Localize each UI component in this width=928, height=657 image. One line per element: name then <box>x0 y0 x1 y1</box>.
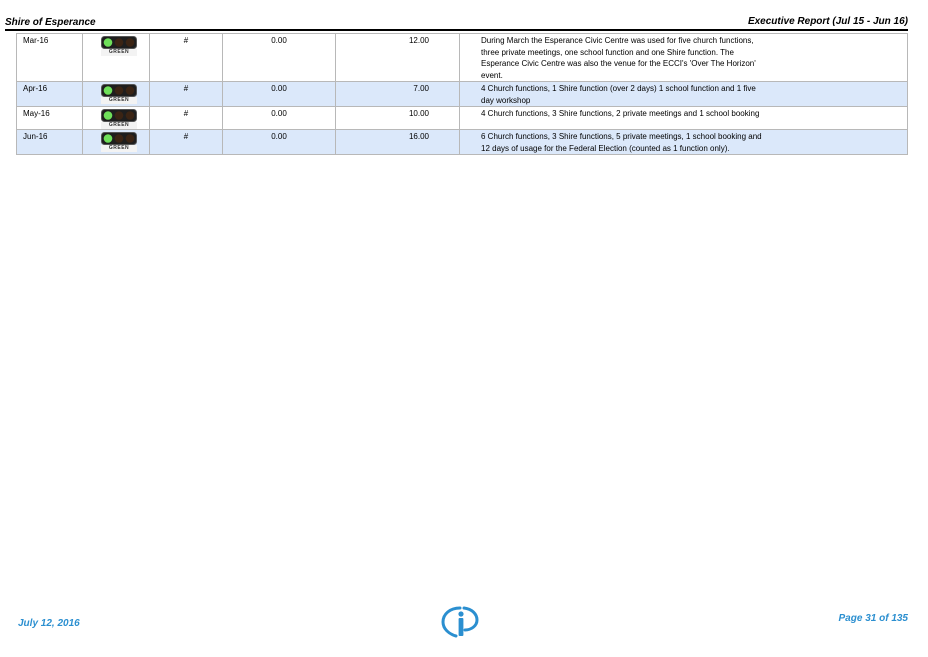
table-row <box>17 107 908 130</box>
comment-text: 4 Church functions, 3 Shire functions, 2 private meetings and 1 school booking <box>481 109 760 118</box>
period-cell: Jun-16 <box>17 130 83 155</box>
traffic-light-label: GREEN <box>101 49 137 56</box>
comment-text: During March the Esperance Civic Centre was used for five church functions, three private meetings, one school function and one Shire function. The Esperance Civic Centre was also the venue for the ECCI's 'Over The Horizon' event. <box>481 36 756 80</box>
traffic-light-green-icon <box>101 84 137 104</box>
comment-cell <box>460 107 908 130</box>
footer-date: July 12, 2016 <box>18 618 80 629</box>
hash-cell: # <box>150 107 223 130</box>
actual-cell: 12.00 <box>336 34 460 82</box>
info-i-logo-icon <box>440 605 480 639</box>
actual-cell: 16.00 <box>336 130 460 155</box>
traffic-light-cell <box>83 34 150 82</box>
traffic-light-cell <box>83 107 150 130</box>
hash-cell: # <box>150 130 223 155</box>
traffic-light-label: GREEN <box>101 122 137 129</box>
traffic-light-label: GREEN <box>101 97 137 104</box>
footer-page-number: Page 31 of 135 <box>838 613 908 624</box>
target-cell: 0.00 <box>223 34 336 82</box>
table-row <box>17 130 908 155</box>
period-cell: May-16 <box>17 107 83 130</box>
header-divider <box>5 29 908 31</box>
traffic-light-cell <box>83 82 150 107</box>
traffic-light-cell <box>83 130 150 155</box>
actual-cell: 7.00 <box>336 82 460 107</box>
period-cell: Apr-16 <box>17 82 83 107</box>
target-cell: 0.00 <box>223 130 336 155</box>
traffic-light-green-icon <box>101 109 137 129</box>
traffic-light-green-icon <box>101 36 137 56</box>
hash-cell: # <box>150 82 223 107</box>
hash-cell: # <box>150 34 223 82</box>
traffic-light-label: GREEN <box>101 145 137 152</box>
kpi-table <box>16 33 908 155</box>
table-row <box>17 34 908 82</box>
comment-cell <box>460 34 908 82</box>
report-org-title: Shire of Esperance <box>5 17 96 28</box>
report-period-title: Executive Report (Jul 15 - Jun 16) <box>747 16 908 27</box>
target-cell: 0.00 <box>223 107 336 130</box>
comment-text: 4 Church functions, 1 Shire function (over 2 days) 1 school function and 1 five day workshop <box>481 84 756 105</box>
traffic-light-green-icon <box>101 132 137 152</box>
comment-text: 6 Church functions, 3 Shire functions, 5 private meetings, 1 school booking and 12 days of usage for the Federal Election (counted as 1 function only). <box>481 132 762 153</box>
comment-cell <box>460 82 908 107</box>
period-cell: Mar-16 <box>17 34 83 82</box>
comment-cell <box>460 130 908 155</box>
table-row <box>17 82 908 107</box>
target-cell: 0.00 <box>223 82 336 107</box>
actual-cell: 10.00 <box>336 107 460 130</box>
